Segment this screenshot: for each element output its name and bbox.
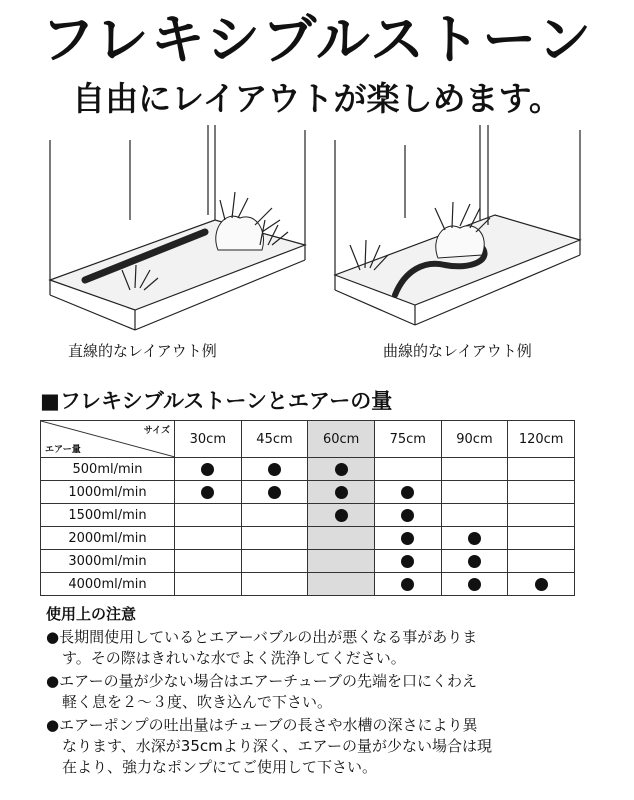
column-header: 120cm bbox=[508, 421, 575, 458]
compatibility-dot bbox=[401, 532, 414, 545]
note-line: ●長期間使用しているとエアーバブルの出が悪くなる事がありま bbox=[46, 628, 478, 646]
table-cell bbox=[508, 550, 575, 573]
note-line: 軽く息を２～３度、吹き込んで下さい。 bbox=[62, 693, 333, 711]
table-cell bbox=[374, 573, 441, 596]
table-row bbox=[41, 573, 575, 596]
compatibility-dot bbox=[535, 578, 548, 591]
table-cell bbox=[374, 481, 441, 504]
row-label: 500ml/min bbox=[41, 458, 175, 481]
left-caption: 直線的なレイアウト例 bbox=[68, 342, 217, 360]
compatibility-dot bbox=[201, 486, 214, 499]
table-cell bbox=[241, 550, 308, 573]
air-volume-table bbox=[40, 420, 575, 596]
table-cell bbox=[508, 504, 575, 527]
note-item bbox=[46, 715, 606, 778]
table-cell bbox=[374, 458, 441, 481]
row-label: 2000ml/min bbox=[41, 527, 175, 550]
table-cell bbox=[241, 527, 308, 550]
compatibility-dot bbox=[401, 555, 414, 568]
table-row bbox=[41, 527, 575, 550]
table-cell bbox=[308, 458, 375, 481]
compatibility-dot bbox=[468, 555, 481, 568]
table-cell bbox=[175, 550, 242, 573]
curved-layout-illustration bbox=[330, 120, 605, 335]
table-row bbox=[41, 458, 575, 481]
row-label: 1500ml/min bbox=[41, 504, 175, 527]
compatibility-dot bbox=[335, 486, 348, 499]
table-cell bbox=[374, 550, 441, 573]
page-title: フレキシブルストーン bbox=[40, 8, 594, 71]
table-cell bbox=[508, 481, 575, 504]
table-cell bbox=[441, 458, 508, 481]
table-cell bbox=[241, 458, 308, 481]
table-cell bbox=[175, 504, 242, 527]
note-item bbox=[46, 627, 606, 669]
table-cell bbox=[175, 573, 242, 596]
table-cell bbox=[374, 504, 441, 527]
column-header: 90cm bbox=[441, 421, 508, 458]
table-corner-cell bbox=[41, 421, 175, 458]
table-cell bbox=[374, 527, 441, 550]
compatibility-dot bbox=[401, 578, 414, 591]
straight-layout-illustration bbox=[40, 120, 315, 335]
table-cell bbox=[308, 573, 375, 596]
compatibility-dot bbox=[468, 532, 481, 545]
table-cell bbox=[441, 527, 508, 550]
table-cell bbox=[241, 504, 308, 527]
table-cell bbox=[175, 458, 242, 481]
table-row bbox=[41, 504, 575, 527]
compatibility-dot bbox=[468, 578, 481, 591]
table-cell bbox=[508, 573, 575, 596]
table-cell bbox=[441, 504, 508, 527]
compatibility-dot bbox=[401, 509, 414, 522]
table-header-row bbox=[41, 421, 575, 458]
table-body bbox=[41, 458, 575, 596]
note-line: ●エアーの量が少ない場合はエアーチューブの先端を口にくわえ bbox=[46, 672, 477, 690]
table-cell bbox=[175, 527, 242, 550]
table-cell bbox=[508, 458, 575, 481]
compatibility-dot bbox=[201, 463, 214, 476]
table-cell bbox=[308, 504, 375, 527]
column-header: 75cm bbox=[374, 421, 441, 458]
compatibility-dot bbox=[268, 486, 281, 499]
column-header: 30cm bbox=[175, 421, 242, 458]
notes-title: 使用上の注意 bbox=[46, 605, 137, 623]
row-label: 3000ml/min bbox=[41, 550, 175, 573]
page-subtitle: 自由にレイアウトが楽しめます。 bbox=[72, 79, 562, 118]
corner-size-label: サイズ bbox=[143, 426, 170, 436]
corner-air-label: エアー量 bbox=[45, 445, 81, 455]
table-cell bbox=[175, 481, 242, 504]
table-cell bbox=[441, 573, 508, 596]
column-header: 60cm bbox=[308, 421, 375, 458]
section-title: ■フレキシブルストーンとエアーの量 bbox=[40, 389, 393, 413]
note-item bbox=[46, 671, 606, 713]
compatibility-dot bbox=[335, 509, 348, 522]
row-label: 1000ml/min bbox=[41, 481, 175, 504]
note-line: ●エアーポンプの吐出量はチューブの長さや水槽の深さにより異 bbox=[46, 716, 478, 734]
table-cell bbox=[308, 527, 375, 550]
table-cell bbox=[441, 550, 508, 573]
note-line: す。その際はきれいな水でよく洗浄してください。 bbox=[62, 649, 406, 667]
table-cell bbox=[241, 481, 308, 504]
table-cell bbox=[308, 481, 375, 504]
table-cell bbox=[508, 527, 575, 550]
compatibility-dot bbox=[268, 463, 281, 476]
note-line: 在より、強力なポンプにてご使用して下さい。 bbox=[62, 758, 378, 776]
right-caption: 曲線的なレイアウト例 bbox=[383, 342, 532, 360]
usage-notes bbox=[46, 603, 606, 780]
table-cell bbox=[241, 573, 308, 596]
table-row bbox=[41, 481, 575, 504]
column-header: 45cm bbox=[241, 421, 308, 458]
row-label: 4000ml/min bbox=[41, 573, 175, 596]
table-row bbox=[41, 550, 575, 573]
note-line: なります、水深が35cmより深く、エアーの量が少ない場合は現 bbox=[62, 737, 492, 755]
table-cell bbox=[308, 550, 375, 573]
compatibility-dot bbox=[401, 486, 414, 499]
table-cell bbox=[441, 481, 508, 504]
compatibility-dot bbox=[335, 463, 348, 476]
